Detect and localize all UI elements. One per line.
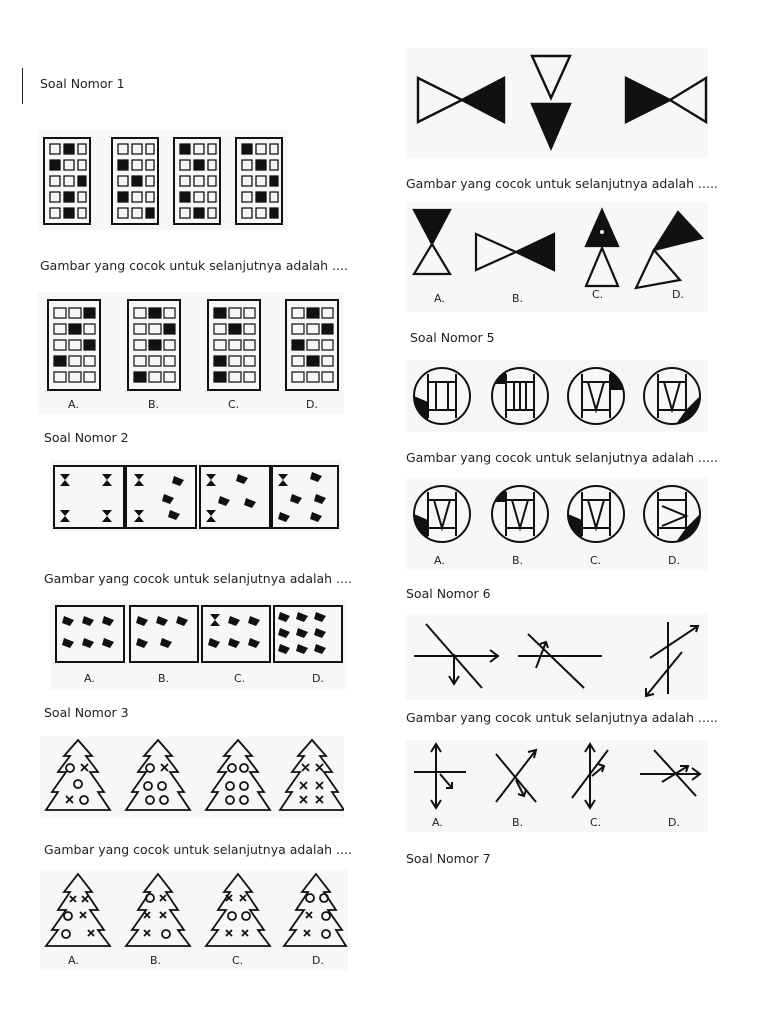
option-b-label: B. (512, 816, 524, 829)
question-4: Gambar yang cocok untuk selanjutnya adalah ..... (406, 176, 718, 191)
option-d-label: D. (306, 398, 318, 411)
option-c-label: C. (590, 816, 602, 829)
soal1-question-figure (38, 130, 288, 230)
text-cursor (22, 68, 23, 104)
question-5: Gambar yang cocok untuk selanjutnya adalah ..... (406, 450, 718, 465)
heading-soal-7: Soal Nomor 7 (406, 851, 491, 866)
soal5-question-figure (406, 360, 708, 432)
soal3-question-figure (40, 736, 344, 818)
option-c-label: C. (228, 398, 240, 411)
soal2-options-figure (50, 600, 346, 690)
soal2-question-figure (50, 460, 342, 532)
option-d-label: D. (312, 954, 324, 967)
option-b-label: B. (512, 292, 524, 305)
soal4-question-figure (406, 48, 708, 158)
heading-soal-1: Soal Nomor 1 (40, 76, 125, 91)
question-3: Gambar yang cocok untuk selanjutnya adalah .... (44, 842, 352, 857)
heading-soal-3: Soal Nomor 3 (44, 705, 129, 720)
option-a-label: A. (84, 672, 95, 685)
option-d-label: D. (668, 816, 680, 829)
option-a-label: A. (434, 554, 445, 567)
option-b-label: B. (150, 954, 162, 967)
option-c-label: C. (234, 672, 246, 685)
soal5-options-figure (406, 478, 708, 570)
option-d-label: D. (672, 288, 684, 301)
question-2: Gambar yang cocok untuk selanjutnya adalah .... (44, 571, 352, 586)
option-b-label: B. (148, 398, 160, 411)
heading-soal-6: Soal Nomor 6 (406, 586, 491, 601)
soal3-options-figure (40, 870, 348, 970)
heading-soal-2: Soal Nomor 2 (44, 430, 129, 445)
option-a-label: A. (68, 954, 79, 967)
option-a-label: A. (434, 292, 445, 305)
option-d-label: D. (668, 554, 680, 567)
option-c-label: C. (592, 288, 604, 301)
heading-soal-5: Soal Nomor 5 (410, 330, 495, 345)
soal4-options-figure (406, 202, 708, 312)
option-a-label: A. (68, 398, 79, 411)
option-c-label: C. (590, 554, 602, 567)
option-d-label: D. (312, 672, 324, 685)
question-1: Gambar yang cocok untuk selanjutnya adalah .... (40, 258, 348, 273)
soal6-options-figure (406, 740, 708, 832)
option-c-label: C. (232, 954, 244, 967)
option-a-label: A. (432, 816, 443, 829)
option-b-label: B. (158, 672, 170, 685)
question-6: Gambar yang cocok untuk selanjutnya adalah ..... (406, 710, 718, 725)
soal1-options-figure (38, 292, 344, 414)
soal6-question-figure (406, 614, 708, 700)
option-b-label: B. (512, 554, 524, 567)
